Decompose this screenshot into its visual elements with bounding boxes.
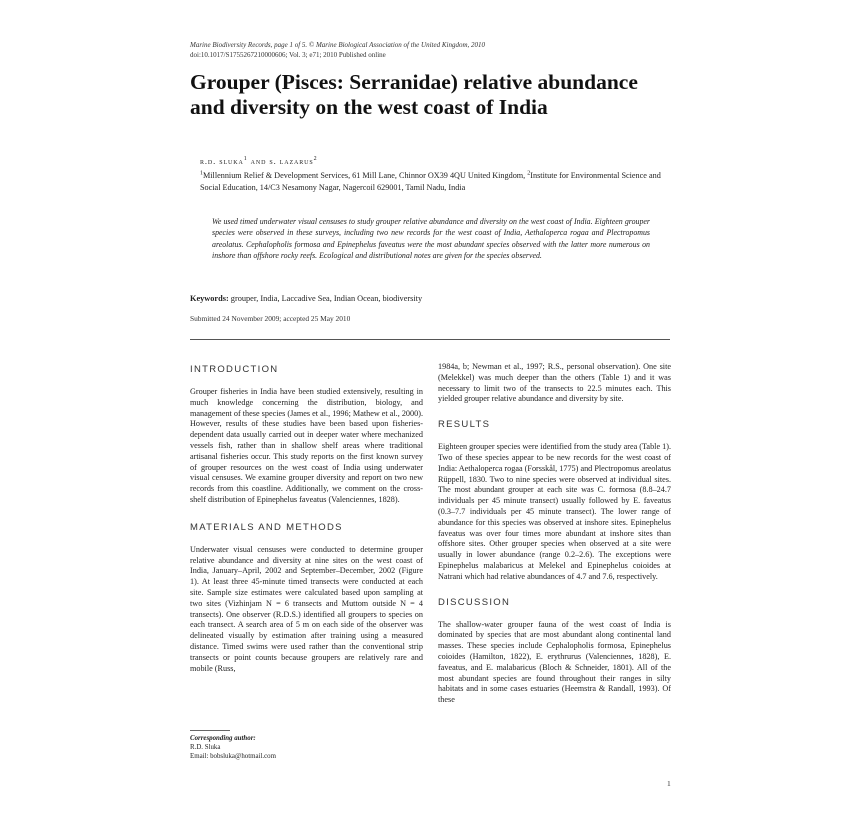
affil-1-mark: 1	[200, 170, 203, 177]
keywords-label: Keywords:	[190, 294, 229, 303]
author-list	[200, 156, 318, 166]
affil-2-mark: 2	[527, 170, 531, 177]
introduction-heading: INTRODUCTION	[190, 364, 279, 375]
journal-citation: Marine Biodiversity Records, page 1 of 5. © Marine Biological Association of the United Kingdom, 2010	[190, 41, 486, 49]
introduction-text: Grouper fisheries in India have been studied extensively, resulting in much knowledge concerning the distribution, biology, and management of these species (James et al., 1996; Mathew et al., 2000). However, results of these studies have been based upon fisheries-dependent data usually carried out in deeper water where mechanized vessels fish, rather than in shallow shelf areas where traditional artisanal fisheries occur. This study reports on the first known survey of grouper resources on the west coast of India using underwater visual censuses. We examine grouper diversity and report on two new records from this coastline. Additionally, we comment on the cross-shelf distribution of Epinephelus faveatus (Valenciennes, 1828).	[190, 387, 423, 504]
discussion-text: The shallow-water grouper fauna of the west coast of India is dominated by species that are most abundant along continental land masses. These species include Cephalopholis formosa, Epinephelus coioides (Hamilton, 1822), E. erythrurus (Valenciennes, 1828), E. faveatus, and E. malabaricus (Bloch & Schneider, 1801). All of the most abundant species are found throughout their ranges in silty habitats and in some cases estuaries (Heemstra & Randall, 1993). Of these	[438, 619, 671, 705]
results-text: Eighteen grouper species were identified from the study area (Table 1). Two of these species appear to be new records for the west coast of India: Aethaloperca rogaa (Forsskål, 1775) and Plectropomus areolatus Rüppell, 1830. Two to nine species were observed at individual sites. The most abundant grouper at each site was C. formosa (8.8–24.7 individuals per 45 minute transect) usually followed by E. faveatus (0.3–7.7 individuals per 45 minute transect). The lower range of abundance for this species was observed at inshore sites. Epinephelus faveatus was over four times more abundant at inshore sites than offshore sites. Other grouper species when observed at a site were usually in lower abundance (range 0.2–2.6). The exceptions were Epinephelus malabaricus at Melekel and Epinephelus coioides at Natrani which had relative abundances of 4.7 and 7.6, respectively.	[438, 442, 671, 581]
author-1: r.d. sluka	[200, 156, 244, 166]
keywords-text: grouper, India, Laccadive Sea, Indian Ocean, biodiversity	[228, 294, 423, 303]
right-column	[438, 362, 671, 706]
submission-dates: Submitted 24 November 2009; accepted 25 May 2010	[190, 314, 351, 323]
author-conjunction: and	[247, 156, 270, 166]
author-1-affil-mark: 1	[243, 156, 248, 163]
corresponding-author-email: Email: bobsluka@hotmail.com	[190, 753, 276, 760]
discussion-heading: DISCUSSION	[438, 596, 511, 608]
footnote-divider	[190, 730, 230, 731]
affil-1-text: Millennium Relief & Development Services, 61 Mill Lane, Chinnor OX39 4QU United Kingdom,	[203, 171, 528, 180]
journal-doi: doi:10.1017/S1755267210000606; Vol. 3; e71; 2010 Published online	[190, 51, 386, 59]
results-heading: RESULTS	[438, 419, 491, 431]
affil-2-text: Institute for Environmental Science and Social Education, 14/C3 Nesamony Nagar, Nagercoil 629001, Tamil Nadu, India	[200, 171, 661, 192]
author-2: s. lazarus	[269, 156, 314, 166]
section-divider	[190, 339, 670, 340]
paper-title: Grouper (Pisces: Serranidae) relative abundance and diversity on the west coast of India	[190, 70, 638, 119]
corresponding-author-title: Corresponding author:	[190, 735, 256, 742]
methods-text: Underwater visual censuses were conducted to determine grouper relative abundance and diversity at nine sites on the west coast of India, January–April, 2002 and September–December, 2002 (Figure 1). At least three 45-minute timed transects were conducted at each site. Sample size estimates were calculated based upon sampling at two sites (Vizhinjam N = 6 transects and Muttom outside N = 4 transects). One observer (R.D.S.) identified all groupers to species on each transect. A search area of 5 m on each side of the observer was delineated visually by estimation after training using a measured distance. Timed swims were used rather than the conventional strip transects or point counts because groupers are relatively rare and mobile (Russ,	[190, 544, 423, 673]
methods-text-continued: 1984a, b; Newman et al., 1997; R.S., personal observation). One site (Melekkel) was much deeper than the others (Table 1) and it was necessary to limit two of the transects to 22.5 minutes each. This yielded grouper relative abundance and diversity by site.	[438, 362, 671, 404]
left-column	[190, 364, 423, 674]
keywords	[190, 293, 670, 304]
corresponding-author	[190, 734, 423, 761]
methods-heading: MATERIALS AND METHODS	[190, 521, 343, 533]
author-2-affil-mark: 2	[313, 156, 318, 163]
abstract: We used timed underwater visual censuses to study grouper relative abundance and diversity on the west coast of India. Eighteen grouper species were observed in these surveys, including two new records for the west coast of India, Aethaloperca rogaa and Plectropomus areolatus. Cephalopholis formosa and Epinephelus faveatus were the most abundant species observed with the latter more numerous on inshore than offshore rocky reefs. Ecological and distributional notes are given for the species observed.	[212, 217, 650, 260]
page-number: 1	[667, 779, 671, 788]
affiliations	[200, 170, 670, 193]
journal-header	[190, 40, 690, 60]
corresponding-author-name: R.D. Sluka	[190, 744, 221, 751]
